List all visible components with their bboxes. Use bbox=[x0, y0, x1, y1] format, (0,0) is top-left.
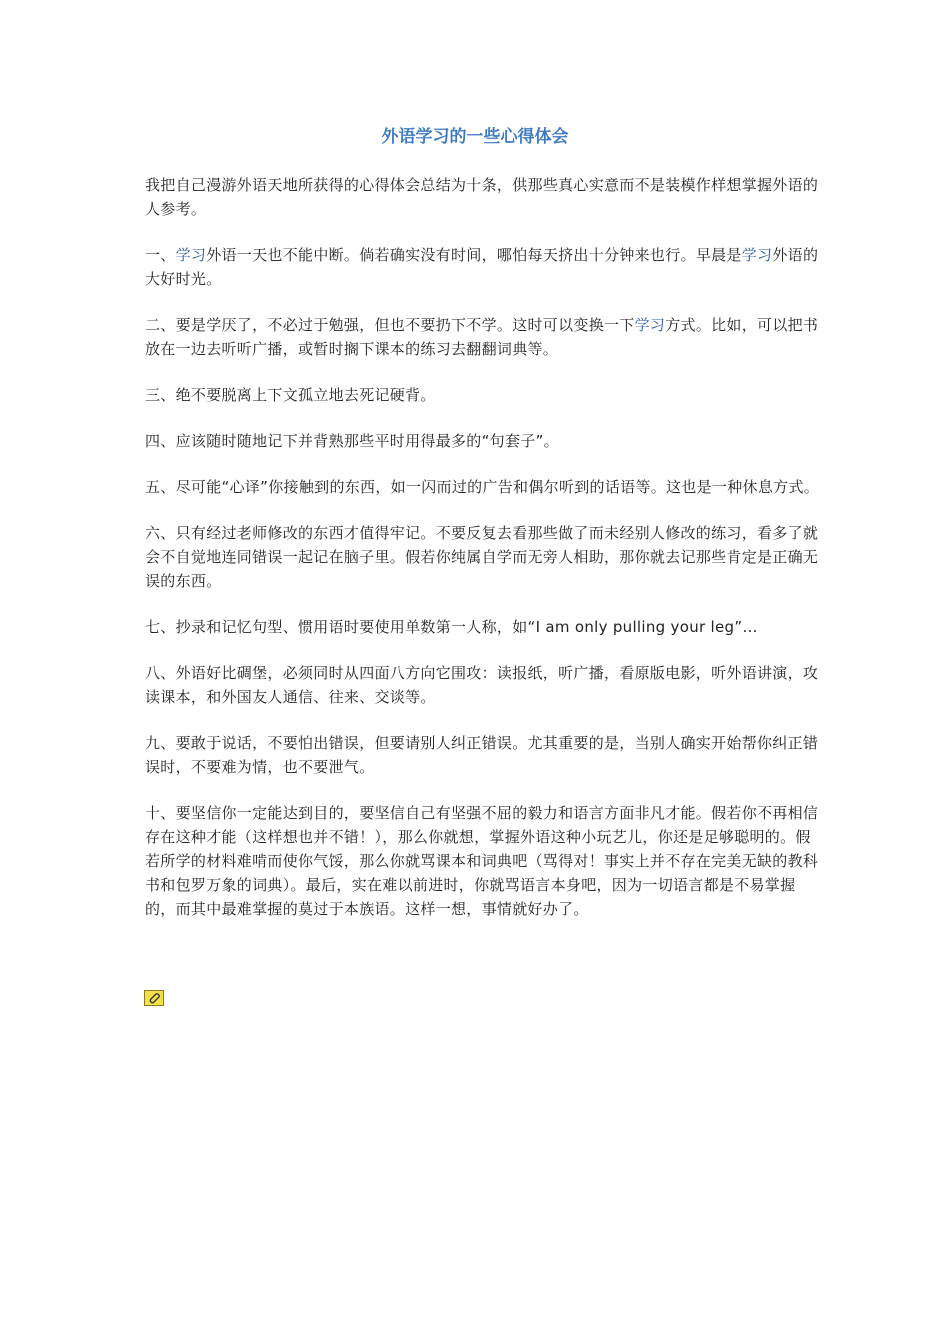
item-1-suffix: 外语的大好时光。 bbox=[145, 246, 819, 288]
paperclip-icon bbox=[147, 991, 161, 1005]
item-2-suffix: 方式。比如，可以把书放在一边去听听广播，或暂时搁下课本的练习去翻翻词典等。 bbox=[145, 316, 819, 358]
document-title: 外语学习的一些心得体会 bbox=[381, 127, 569, 147]
item-1-middle: 外语一天也不能中断。倘若确实没有时间，哪怕每天挤出十分钟来也行。早晨是 bbox=[206, 246, 742, 264]
item-1-prefix: 一、 bbox=[145, 246, 176, 264]
study-link[interactable]: 学习 bbox=[175, 246, 207, 264]
study-link[interactable]: 学习 bbox=[634, 316, 666, 334]
intro-paragraph: 我把自己漫游外语天地所获得的心得体会总结为十条，供那些真心实意而不是装模作样想掌握外语的人参考。 bbox=[145, 176, 819, 218]
study-link[interactable]: 学习 bbox=[741, 246, 773, 264]
item-3-paragraph: 三、绝不要脱离上下文孤立地去死记硬背。 bbox=[145, 386, 436, 404]
item-2-prefix: 二、要是学厌了，不必过于勉强，但也不要扔下不学。这时可以变换一下 bbox=[145, 316, 635, 334]
item-9-paragraph: 九、要敢于说话，不要怕出错误，但要请别人纠正错误。尤其重要的是，当别人确实开始帮你纠正错误时，不要难为情，也不要泄气。 bbox=[145, 734, 819, 776]
item-7-paragraph: 七、抄录和记忆句型、惯用语时要使用单数第一人称，如“I am only pulling your leg”… bbox=[145, 618, 758, 636]
item-5-paragraph: 五、尽可能“心译”你接触到的东西，如一闪而过的广告和偶尔听到的话语等。这也是一种休息方式。 bbox=[145, 478, 820, 496]
item-4-paragraph: 四、应该随时随地记下并背熟那些平时用得最多的“句套子”。 bbox=[145, 432, 559, 450]
attachment-icon[interactable] bbox=[144, 990, 164, 1006]
item-8-paragraph: 八、外语好比碉堡，必须同时从四面八方向它围攻：读报纸，听广播，看原版电影，听外语讲演，攻读课本，和外国友人通信、往来、交谈等。 bbox=[145, 664, 819, 706]
item-6-paragraph: 六、只有经过老师修改的东西才值得牢记。不要反复去看那些做了而未经别人修改的练习，看多了就会不自觉地连同错误一起记在脑子里。假若你纯属自学而无旁人相助，那你就去记那些肯定是正确无误的东西。 bbox=[145, 524, 819, 590]
item-10-paragraph: 十、要坚信你一定能达到目的，要坚信自己有坚强不屈的毅力和语言方面非凡才能。假若你不再相信存在这种才能（这样想也并不错！），那么你就想，掌握外语这种小玩艺儿，你还是足够聪明的。假若所学的材料难啃而使你气馁，那么你就骂课本和词典吧（骂得对！事实上并不存在完美无缺的教科书和包罗万象的词典）。最后，实在难以前进时，你就骂语言本身吧，因为一切语言都是不易掌握的，而其中最难掌握的莫过于本族语。这样一想，事情就好办了。 bbox=[145, 804, 819, 918]
item-2-paragraph bbox=[145, 313, 820, 361]
item-1-paragraph bbox=[145, 243, 820, 291]
document-body bbox=[145, 173, 820, 943]
